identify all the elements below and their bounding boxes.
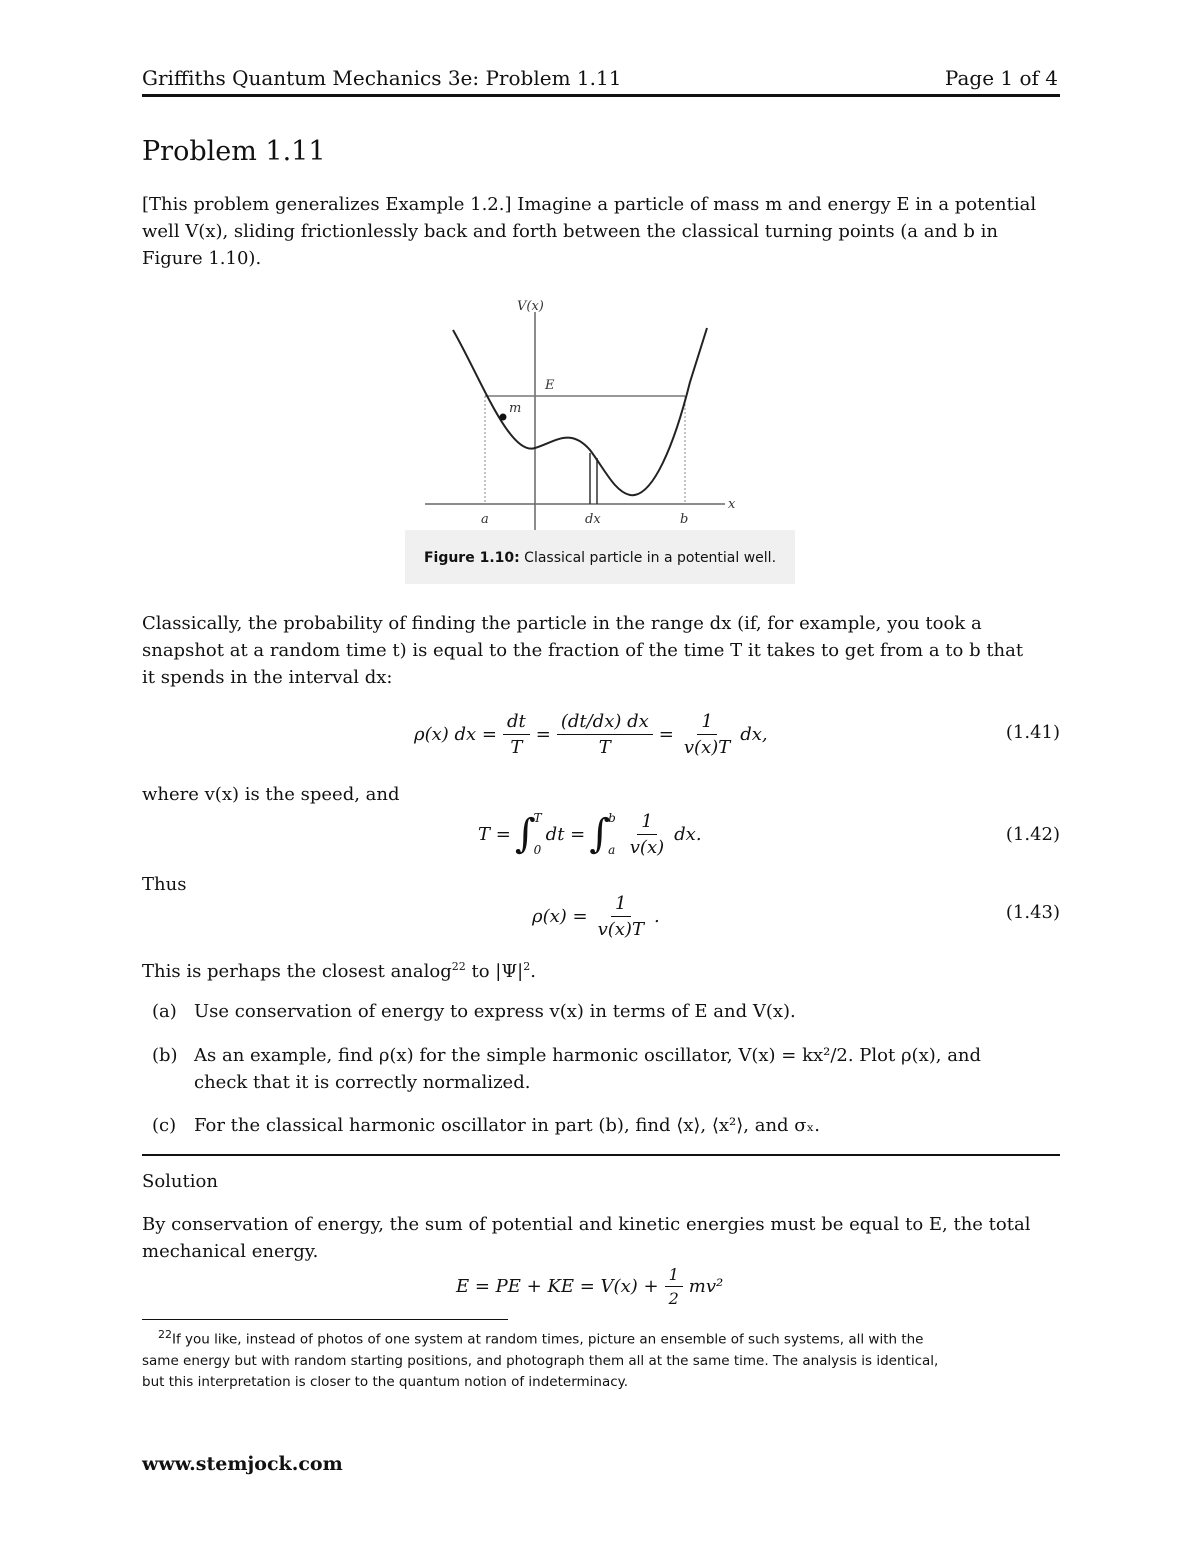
eq142-integral2 — [589, 811, 616, 857]
part-c — [152, 1112, 1052, 1139]
energy-frac — [665, 1265, 683, 1308]
figure-caption-label: Figure 1.10: — [423, 550, 520, 566]
part-text — [194, 998, 1054, 1025]
integral-upper: T — [533, 811, 542, 825]
figure-caption-text: Classical particle in a potential well. — [524, 550, 777, 566]
footnote-line: same energy but with random starting positions, and photograph them all at the same time. The analysis is identical, — [142, 1352, 939, 1369]
energy-frac-num: 1 — [665, 1265, 683, 1287]
header-rule — [142, 94, 1060, 97]
energy-lhs: E = PE + KE = V(x) + — [456, 1275, 659, 1297]
integral-lower: a — [608, 843, 616, 857]
equation-1-43-content — [532, 886, 660, 946]
footnote-line — [142, 1324, 1060, 1351]
analog-square: 2 — [523, 960, 531, 973]
solution-line: mechanical energy. — [142, 1241, 319, 1262]
particle-dot — [500, 414, 507, 421]
label-dx: dx — [585, 512, 601, 527]
intro-line: Figure 1.10). — [142, 248, 262, 269]
intro-line: well V(x), sliding frictionlessly back and forth between the classical turning points (a and b in — [142, 221, 998, 242]
analog-main: This is perhaps the closest analog — [142, 961, 452, 982]
part-line: Use conservation of energy to express v(x) in terms of E and V(x). — [194, 1001, 796, 1022]
energy-tail: mv² — [688, 1275, 724, 1297]
part-line: check that it is correctly normalized. — [194, 1072, 531, 1093]
header-title: Griffiths Quantum Mechanics 3e: Problem 1.11 — [142, 66, 622, 90]
footnote-rule — [142, 1319, 508, 1320]
footnote-text: If you like, instead of photos of one system at random times, picture an ensemble of such systems, all with the — [172, 1331, 924, 1348]
eq141-frac1-num: dt — [503, 711, 530, 735]
part-text — [194, 1112, 1054, 1139]
mass-label: m — [509, 401, 522, 416]
eq143-frac-num: 1 — [611, 893, 630, 917]
body-line: Classically, the probability of finding the particle in the range dx (if, for example, you took a — [142, 613, 982, 634]
energy-frac-den: 2 — [668, 1288, 679, 1308]
eq143-tail: . — [653, 905, 660, 927]
equation-number: (1.42) — [1005, 824, 1060, 845]
part-label: (b) — [152, 1045, 178, 1066]
potential-well-plot — [405, 292, 795, 530]
body-line: snapshot at a random time t) is equal to the fraction of the time T it takes to get from a to b that — [142, 640, 1024, 661]
integral-sign: ∫ — [589, 811, 611, 857]
eq141-tail: dx, — [740, 723, 768, 745]
potential-well-svg — [405, 292, 795, 530]
eq141-frac3-den: v(x)T — [683, 736, 731, 758]
analog-end: to |Ψ| — [465, 961, 524, 982]
body-line: it spends in the interval dx: — [142, 667, 393, 688]
equation-1-41 — [142, 704, 1060, 764]
footer-site-link[interactable]: www.stemjock.com — [142, 1453, 343, 1475]
intro-paragraph — [142, 191, 1060, 272]
eq141-frac2 — [557, 711, 653, 758]
equation-number: (1.41) — [1005, 722, 1060, 743]
integral-lower: 0 — [533, 843, 542, 857]
intro-line: [This problem generalizes Example 1.2.] Imagine a particle of mass m and energy E in a potential — [142, 194, 1037, 215]
energy-equation-content — [456, 1258, 723, 1314]
part-line: For the classical harmonic oscillator in part (b), find ⟨x⟩, ⟨x²⟩, and σₓ. — [194, 1115, 820, 1136]
label-b: b — [680, 512, 689, 527]
label-a: a — [481, 512, 489, 527]
energy-label: E — [545, 378, 555, 393]
analog-text — [142, 953, 1060, 985]
equation-1-42 — [142, 804, 1060, 864]
where-text: where v(x) is the speed, and — [142, 784, 400, 805]
eq141-frac2-den: T — [598, 736, 611, 758]
eq142-integral1 — [515, 811, 542, 857]
figure-1-10 — [405, 292, 795, 584]
eq141-equals: = — [535, 723, 551, 745]
x-axis-label: x — [728, 497, 736, 512]
integral-limits — [608, 811, 616, 857]
y-axis-label: V(x) — [517, 299, 544, 314]
eq141-lhs: ρ(x) dx = — [414, 723, 497, 745]
part-label: (a) — [152, 1001, 177, 1022]
part-text — [194, 1042, 1054, 1096]
solution-paragraph — [142, 1211, 1060, 1265]
eq143-frac — [594, 893, 648, 940]
equation-number: (1.43) — [1005, 902, 1060, 923]
footnote-line: but this interpretation is closer to the quantum notion of indeterminacy. — [142, 1373, 629, 1390]
potential-curve — [453, 328, 707, 495]
eq141-equals: = — [658, 723, 674, 745]
eq142-lhs: T = — [478, 823, 511, 845]
eq143-frac-den: v(x)T — [597, 918, 644, 940]
footnote — [142, 1324, 1060, 1393]
solution-line: By conservation of energy, the sum of potential and kinetic energies must be equal to E, the total — [142, 1214, 1031, 1235]
footnote-ref: 22 — [451, 960, 466, 973]
eq142-frac-num: 1 — [637, 811, 656, 835]
eq142-frac — [626, 811, 668, 858]
analog-dot: . — [530, 961, 536, 982]
part-line: As an example, find ρ(x) for the simple harmonic oscillator, V(x) = kx²/2. Plot ρ(x), and — [194, 1045, 982, 1066]
part-label: (c) — [152, 1115, 177, 1136]
page-number: Page 1 of 4 — [944, 66, 1058, 90]
eq142-tail: dx. — [674, 823, 702, 845]
equation-1-43 — [142, 886, 1060, 946]
part-b — [152, 1042, 1052, 1096]
integral-limits — [534, 811, 542, 857]
thus-text: Thus — [142, 874, 187, 895]
solution-heading: Solution — [142, 1171, 218, 1192]
integral-sign: ∫ — [514, 811, 536, 857]
equation-1-42-content — [478, 804, 702, 864]
eq142-mid: dt = — [545, 823, 586, 845]
footnote-marker: 22 — [158, 1328, 172, 1341]
body-paragraph — [142, 610, 1060, 691]
energy-equation — [142, 1258, 1060, 1314]
eq142-frac-den: v(x) — [629, 836, 665, 858]
eq141-frac3 — [680, 711, 734, 758]
eq141-frac1-den: T — [510, 736, 523, 758]
eq141-frac2-num: (dt/dx) dx — [557, 711, 653, 735]
eq141-frac3-num: 1 — [697, 711, 716, 735]
figure-caption — [405, 550, 795, 566]
part-a — [152, 998, 1052, 1025]
section-divider — [142, 1154, 1060, 1156]
eq143-lhs: ρ(x) = — [532, 905, 588, 927]
equation-1-41-content — [414, 704, 768, 764]
problem-title: Problem 1.11 — [142, 136, 326, 167]
integral-upper: b — [608, 811, 616, 825]
eq141-frac1 — [503, 711, 530, 758]
